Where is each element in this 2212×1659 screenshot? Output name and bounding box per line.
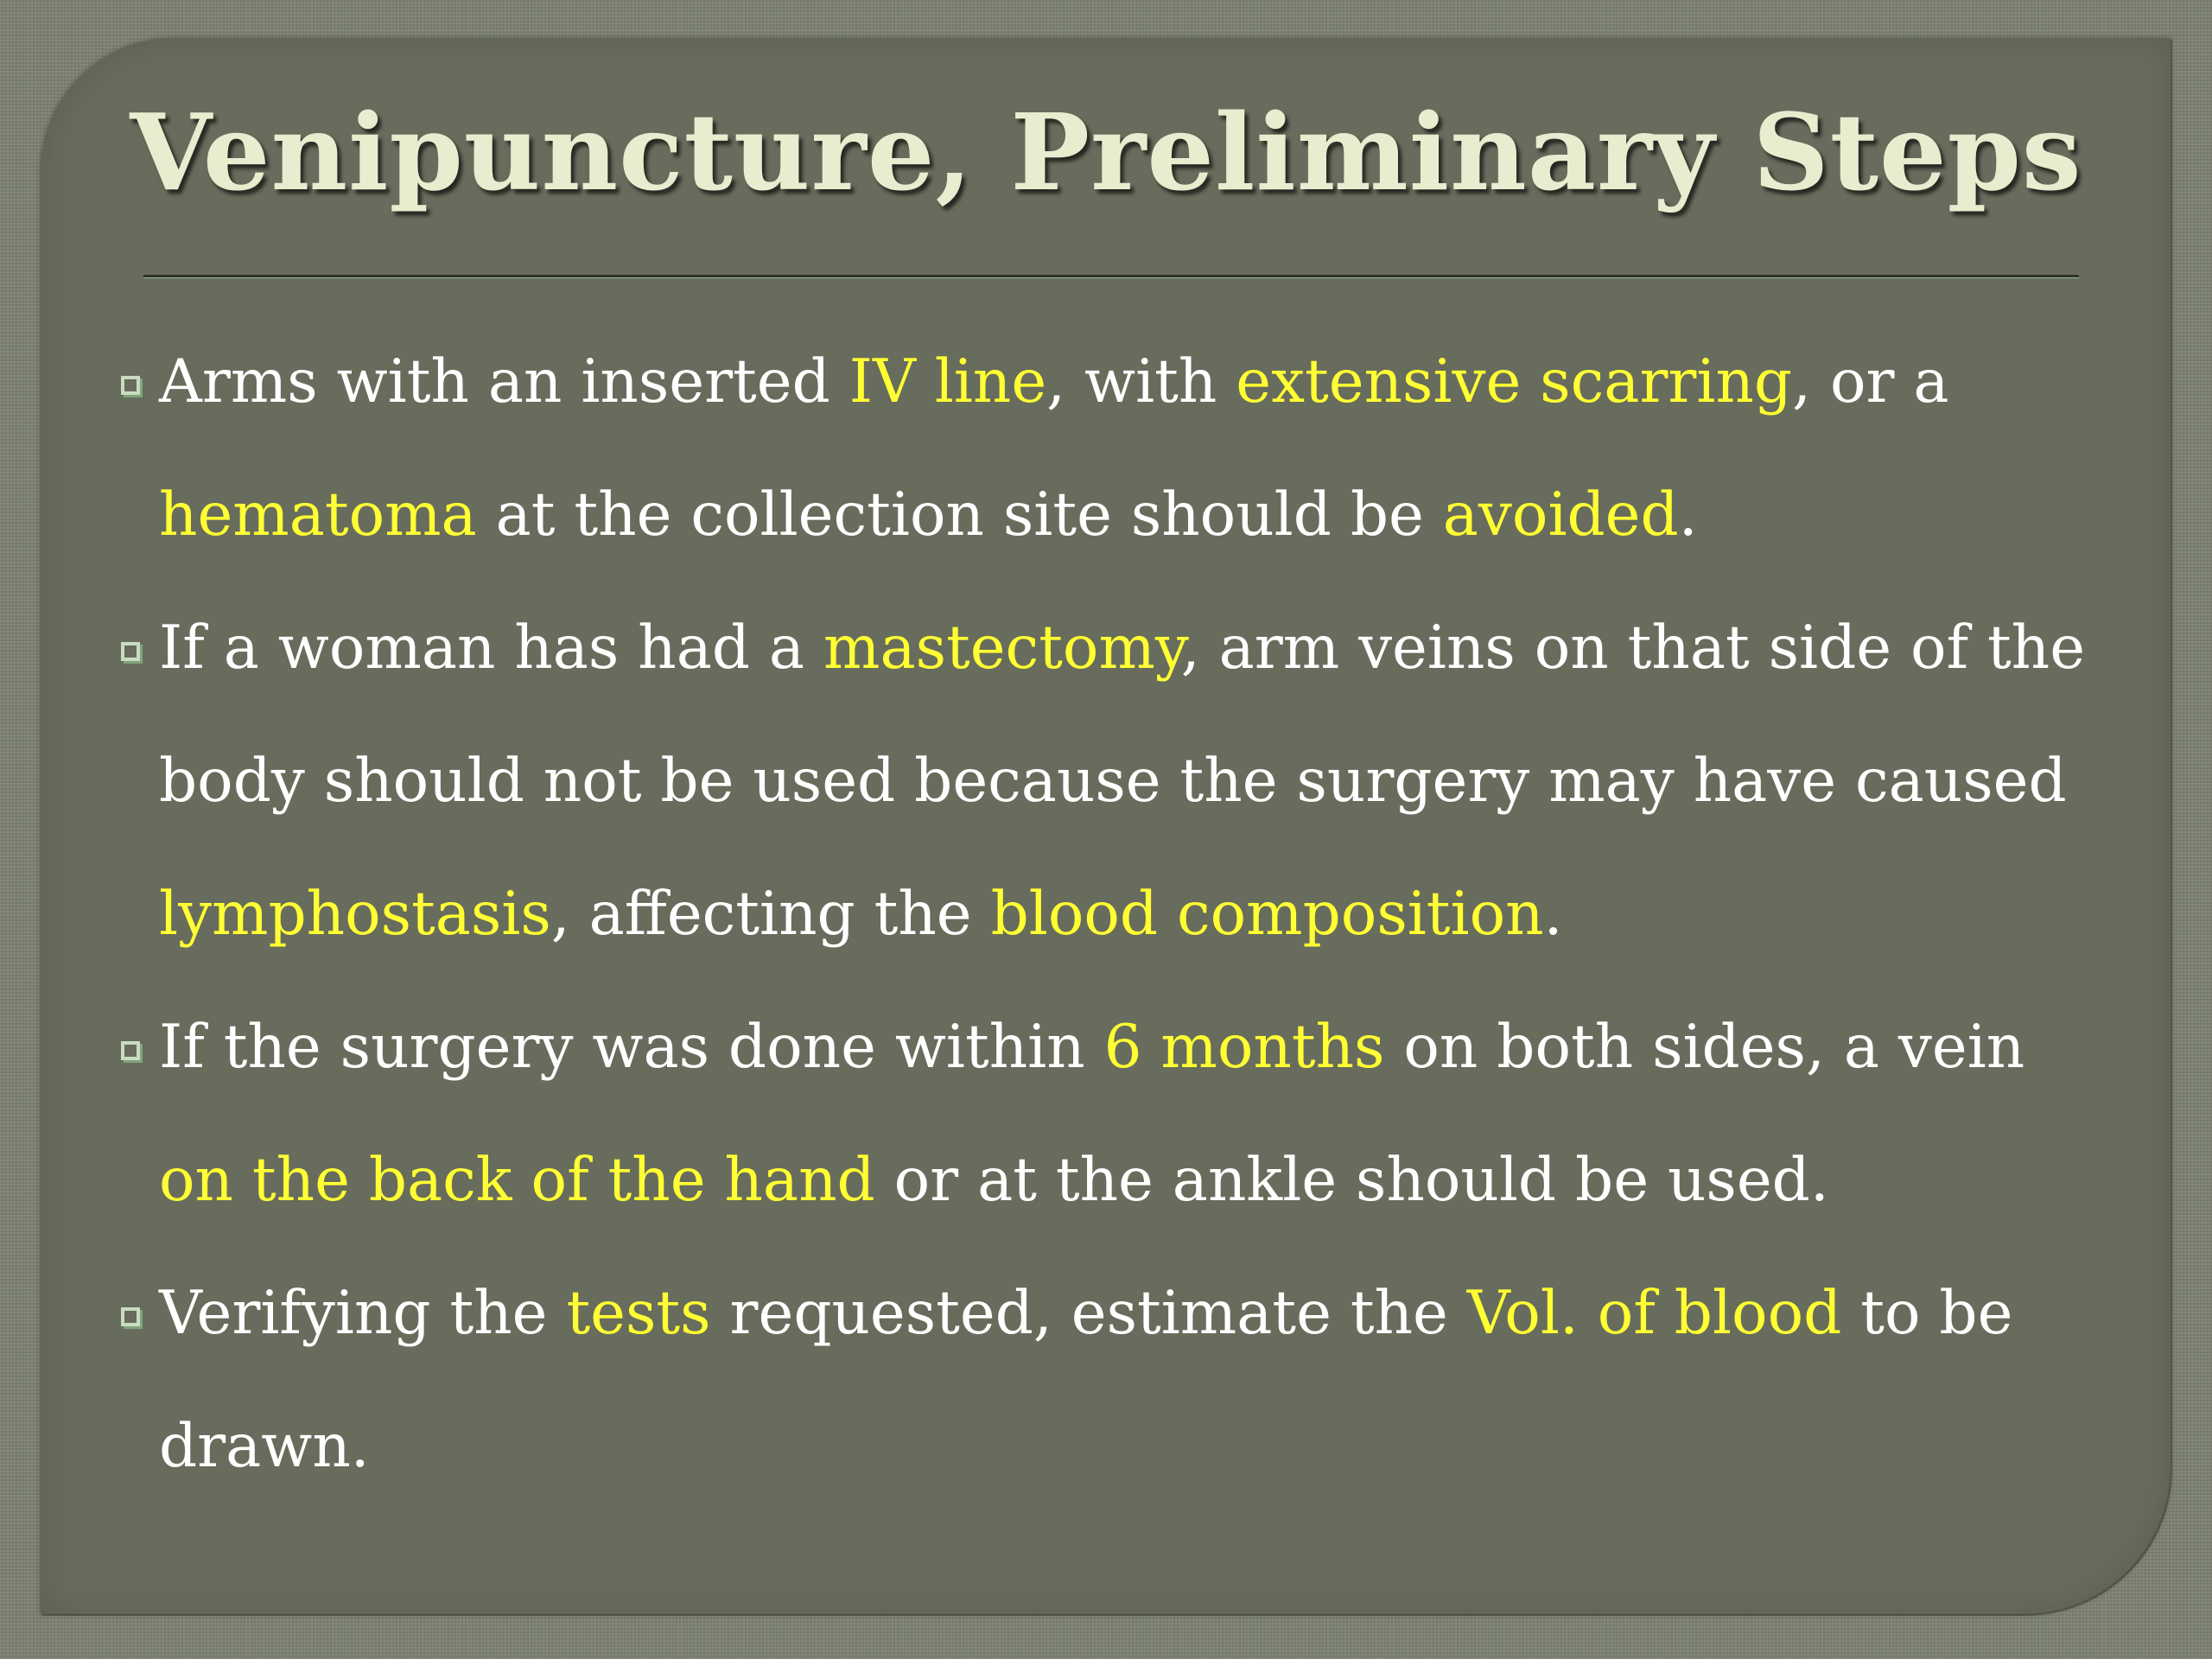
bullet-text: on both sides, a vein xyxy=(1384,1013,2025,1082)
highlighted-term: extensive scarring xyxy=(1236,347,1793,416)
bullet-text: If a woman has had a xyxy=(159,613,824,683)
highlighted-term: tests xyxy=(566,1279,711,1348)
highlighted-term: mastectomy xyxy=(823,613,1181,683)
bullet-text: If the surgery was done within xyxy=(159,1013,1104,1082)
square-bullet-icon xyxy=(121,376,140,395)
highlighted-term: avoided xyxy=(1442,480,1679,550)
bullet-text: or at the ankle should be used. xyxy=(874,1146,1829,1215)
highlighted-term: blood composition xyxy=(990,880,1544,949)
title-divider xyxy=(143,275,2079,278)
bullet-item xyxy=(121,315,2108,582)
highlighted-term: 6 months xyxy=(1103,1013,1385,1082)
bullet-list xyxy=(121,315,2108,1513)
square-bullet-icon xyxy=(121,1307,140,1326)
highlighted-term: Vol. of blood xyxy=(1466,1279,1842,1348)
bullet-item xyxy=(121,1247,2108,1513)
bullet-text: Verifying the xyxy=(159,1279,567,1348)
bullet-text: Arms with an inserted xyxy=(159,347,849,416)
bullet-text: , arm veins on that side of the body should not be used because the surgery may have caused xyxy=(159,613,2086,816)
bullet-text: , or a xyxy=(1792,347,1949,416)
bullet-text: . xyxy=(1678,480,1698,550)
square-bullet-icon xyxy=(121,642,140,661)
bullet-text: , affecting the xyxy=(550,880,991,949)
highlighted-term: IV line xyxy=(849,347,1047,416)
slide-title: Venipuncture, Preliminary Steps xyxy=(130,90,2082,214)
highlighted-term: hematoma xyxy=(159,480,477,550)
bullet-text: . xyxy=(1543,880,1563,949)
square-bullet-icon xyxy=(121,1041,140,1060)
bullet-text: , with xyxy=(1046,347,1236,416)
highlighted-term: lymphostasis xyxy=(159,880,551,949)
bullet-item xyxy=(121,981,2108,1247)
highlighted-term: on the back of the hand xyxy=(159,1146,875,1215)
bullet-item xyxy=(121,582,2108,981)
bullet-text: at the collection site should be xyxy=(476,480,1443,550)
bullet-text: to be drawn. xyxy=(159,1279,2013,1481)
bullet-text: requested, estimate the xyxy=(710,1279,1467,1348)
